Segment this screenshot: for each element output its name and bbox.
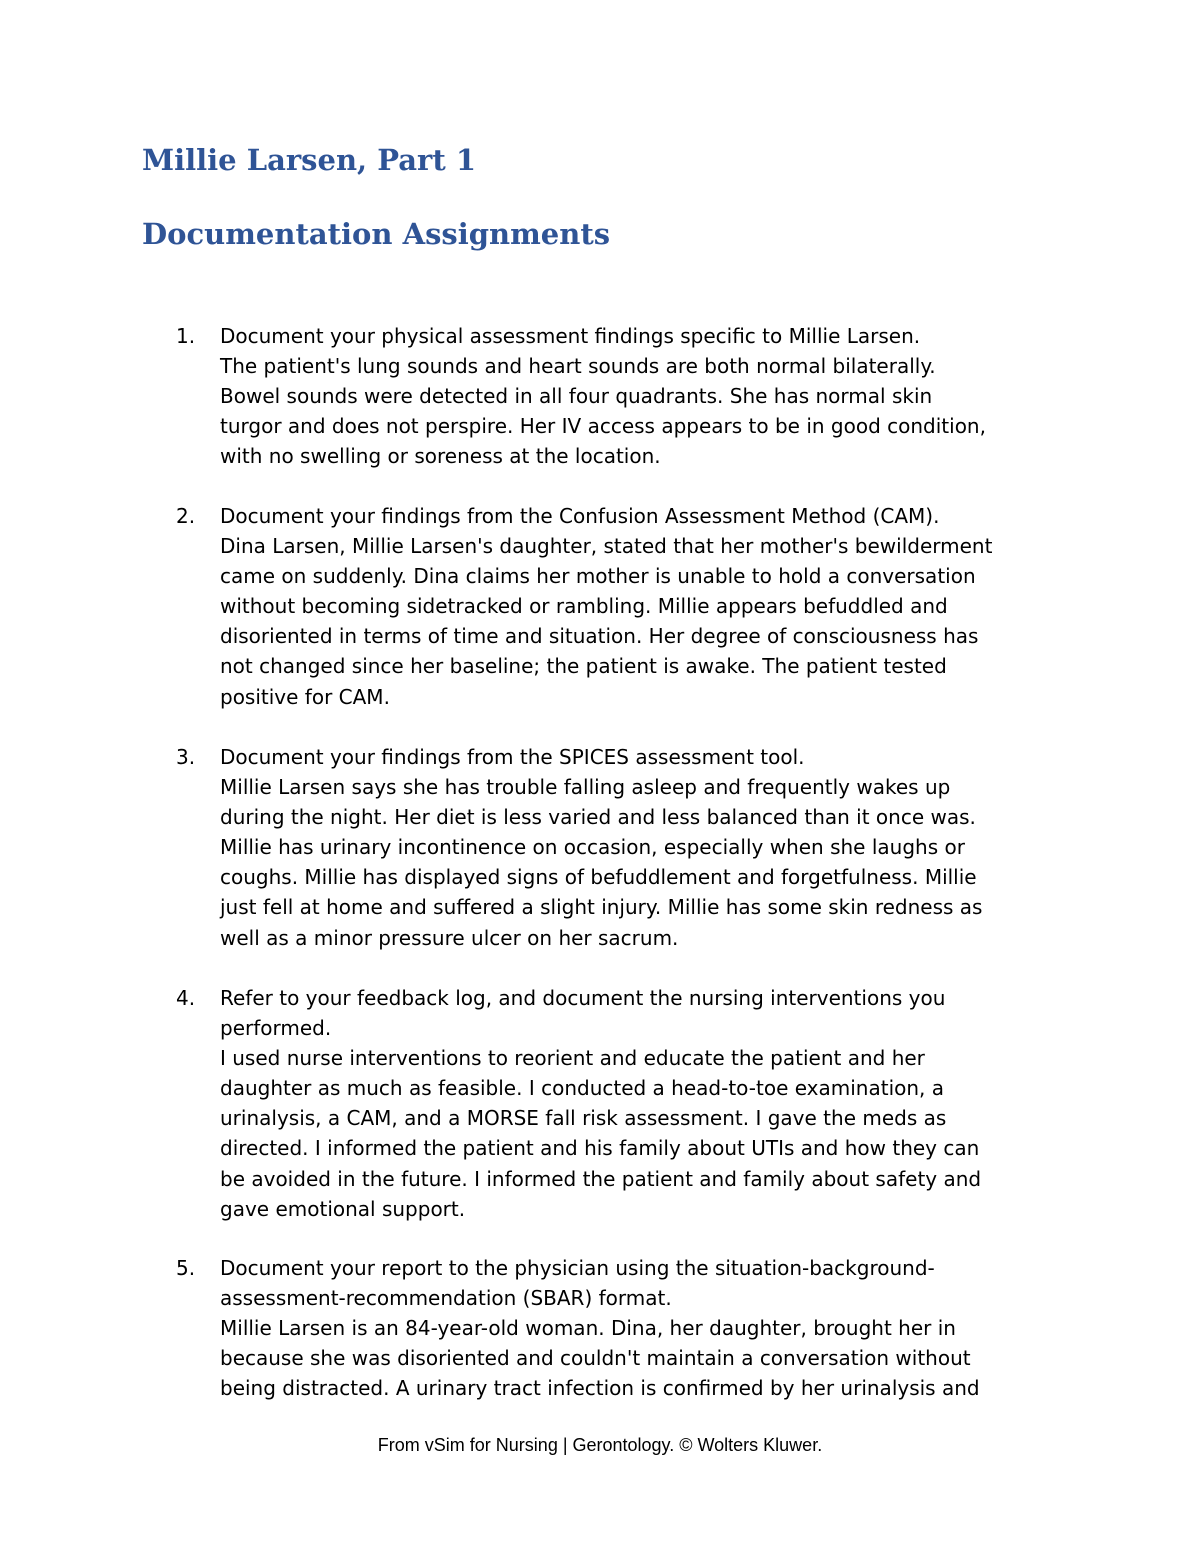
- list-item: [0, 742, 1200, 953]
- item-heading: Document your physical assessment findings specific to Millie Larsen.: [220, 324, 921, 348]
- item-text-line: Millie Larsen says she has trouble falling asleep and frequently wakes up: [220, 775, 951, 800]
- item-text-line: directed. I informed the patient and his family about UTIs and how they can: [220, 1136, 980, 1161]
- item-heading: Document your report to the physician using the situation-background-: [220, 1256, 935, 1280]
- item-text-line: be avoided in the future. I informed the patient and family about safety and: [220, 1166, 982, 1191]
- item-heading: Refer to your feedback log, and document the nursing interventions you: [220, 986, 946, 1010]
- item-text-line: Bowel sounds were detected in all four quadrants. She has normal skin: [220, 384, 933, 409]
- item-text-line: I used nurse interventions to reorient and educate the patient and her: [220, 1046, 925, 1071]
- item-text-line: Dina Larsen, Millie Larsen's daughter, stated that her mother's bewilderment: [220, 534, 993, 559]
- item-text-line: Millie Larsen is an 84-year-old woman. Dina, her daughter, brought her in: [220, 1316, 956, 1341]
- item-text-line: because she was disoriented and couldn't maintain a conversation without: [220, 1346, 971, 1371]
- item-text-line: urinalysis, a CAM, and a MORSE fall risk assessment. I gave the meds as: [220, 1106, 947, 1131]
- item-number: 2.: [176, 504, 196, 528]
- item-text-line: being distracted. A urinary tract infection is confirmed by her urinalysis and: [220, 1376, 980, 1401]
- item-text-line: came on suddenly. Dina claims her mother is unable to hold a conversation: [220, 564, 976, 589]
- item-text-line: gave emotional support.: [220, 1196, 466, 1221]
- item-number: 4.: [176, 986, 196, 1010]
- item-text-line: well as a minor pressure ulcer on her sacrum.: [220, 925, 679, 950]
- item-heading: Document your findings from the SPICES assessment tool.: [220, 745, 805, 769]
- item-text-line: not changed since her baseline; the patient is awake. The patient tested: [220, 654, 947, 679]
- item-text-line: daughter as much as feasible. I conducted a head-to-toe examination, a: [220, 1076, 945, 1101]
- item-text-line: without becoming sidetracked or rambling. Millie appears befuddled and: [220, 594, 948, 619]
- page-footer: From vSim for Nursing | Gerontology. © Wolters Kluwer.: [377, 1435, 823, 1455]
- item-text-line: with no swelling or soreness at the location.: [220, 444, 661, 469]
- list-item: [0, 983, 1200, 1224]
- item-heading: performed.: [220, 1016, 332, 1041]
- item-number: 5.: [176, 1256, 196, 1280]
- list-item: [0, 321, 1200, 471]
- page-title: Millie Larsen, Part 1: [142, 143, 476, 177]
- list-item: [0, 1253, 1200, 1403]
- item-heading: assessment-recommendation (SBAR) format.: [220, 1286, 672, 1311]
- item-text-line: during the night. Her diet is less varied and less balanced than it once was.: [220, 805, 976, 830]
- item-text-line: turgor and does not perspire. Her IV access appears to be in good condition,: [220, 414, 986, 439]
- item-number: 3.: [176, 745, 196, 769]
- item-number: 1.: [176, 324, 196, 348]
- page-subtitle: Documentation Assignments: [142, 217, 611, 251]
- item-text-line: just fell at home and suffered a slight injury. Millie has some skin redness as: [220, 895, 983, 920]
- item-text-line: Millie has urinary incontinence on occasion, especially when she laughs or: [220, 835, 965, 860]
- list-item: [0, 501, 1200, 712]
- item-heading: Document your findings from the Confusion Assessment Method (CAM).: [220, 504, 940, 528]
- item-text-line: disoriented in terms of time and situation. Her degree of consciousness has: [220, 624, 979, 649]
- item-text-line: The patient's lung sounds and heart sounds are both normal bilaterally.: [220, 354, 936, 379]
- item-text-line: positive for CAM.: [220, 684, 390, 709]
- item-text-line: coughs. Millie has displayed signs of befuddlement and forgetfulness. Millie: [220, 865, 977, 890]
